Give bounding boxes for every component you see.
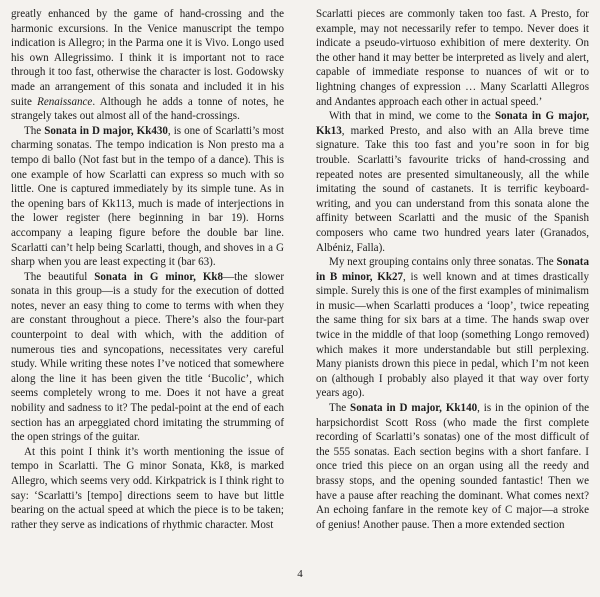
text-run: —the slower sonata in this group—is a study for the execution of dotted notes, never an easy thing to come to terms with when they are constant throughout a piece. There’s also the four-part counterpoint to deal with which, with the addition of numerous ties and syncopations, necessitates very careful study. While writing these notes I’ve noticed that somewhere along the line it has been given the title ‘Bucolic’, which seems completely wrong to me. Does it not have a great nobility and sadness to it? The pedal-point at the end of each section has an arpeggiated chord imitating the strumming of the open strings of the guitar. (11, 270, 284, 444)
paragraph (316, 401, 589, 532)
text-run: , marked Presto, and also with an Alla breve time signature. Take this too fast and you’re soon in for big trouble. Scarlatti’s favourite tricks of hand-crossing and repeated notes are presented simultaneously, all the while imitating the sound of castanets. It is terrific keyboard-writing, and you can understand from this sonata alone the affinity between Scarlatti and the music of the Spanish composers who came two hundred years later (Granados, Albéniz, Falla). (316, 124, 589, 254)
text-run: With that in mind, we come to the (329, 110, 495, 123)
text-run: The (24, 124, 45, 137)
page-number: 4 (297, 568, 303, 580)
paragraph (11, 445, 284, 533)
paragraph (11, 7, 284, 124)
text-run: My next grouping contains only three sonatas. The (329, 256, 557, 269)
sonata-title: Sonata in G minor, Kk8 (94, 270, 224, 283)
sonata-title: Sonata in B minor, Kk27 (316, 256, 589, 283)
text-run: , is one of Scarlatti’s most charming sonatas. The tempo indication is Non presto ma a tempo di ballo (Not fast but in the tempo of a dance). This is one example of how Scarlatti can express so much with so little. One is captured immediately by its simple tune. As in the opening bars of Kk113, much is made of interjections in the lower register (here beginning in bar 19). Horns accompany a leaping figure before the double bar line. Scarlatti can’t help being Scarlatti, though, and shoves in a G sharp when you are least expecting it (bar 63). (11, 124, 284, 269)
sonata-title: Sonata in D major, Kk430 (44, 124, 168, 137)
paragraph (11, 124, 284, 270)
text-run: The (329, 402, 351, 415)
work-title: Renaissance (37, 95, 93, 108)
paragraph (316, 7, 589, 109)
text-run: , is in the opinion of the harpsichordist Scott Ross (who made the first complete recording of Scarlatti’s sonatas) one of the most difficult of the 555 sonatas. Each section begins with a short fanfare. I once tried this piece on an organ using all the reedy and brassy stops, and the opening sounded fantastic! Then we have a pause after reaching the dominant. What comes next? An echoing fanfare in the remote key of C major—a stroke of genius! Another pause. Then a more extended section (316, 402, 589, 531)
sonata-title: Sonata in G major, Kk13 (316, 110, 589, 137)
text-run: . Although he adds a tonne of notes, he strangely takes out almost all of the hand-crossings. (11, 95, 284, 123)
left-column (11, 7, 284, 532)
text-run: , is well known and at times drastically simple. Surely this is one of the first examples of minimalism in music—when Scarlatti produces a ‘loop’, twice repeating the same thing for six bars at a time. The hands swap over twice in the middle of that loop (something Longo removed) which makes it more understandable but still perplexing. Many pianists drown this piece in pedal, which I’m not keen on (although I probably also played it that way over forty years ago). (316, 270, 589, 400)
paragraph (11, 270, 284, 445)
paragraph (316, 109, 589, 255)
sonata-title: Sonata in D major, Kk140 (350, 402, 478, 415)
text-run: At this point I think it’s worth mentioning the issue of tempo in Scarlatti. The G minor Sonata, Kk8, is marked Allegro, which seems very odd. Kirkpatrick is I think right to say: ‘Scarlatti’s [tempo] directions seem to have but little bearing on the actual speed at which the piece is to be taken; rather they serve as indications of rhythmic character. Most (11, 445, 284, 531)
right-column (316, 7, 589, 532)
text-run: greatly enhanced by the game of hand-crossing and the harmonic excursions. In the Venice manuscript the tempo indication is Allegro; in the Parma one it is Vivo. Longo used his own Allegrissimo. I think it is important not to race through it too fast, otherwise the character is lost. Godowsky made an arrangement of this sonata and included it in his suite (11, 8, 284, 108)
paragraph (316, 255, 589, 401)
text-run: The beautiful (24, 270, 95, 283)
text-run: Scarlatti pieces are commonly taken too fast. A Presto, for example, may not necessarily refer to tempo. Never does it indicate a pseudo-virtuoso exhibition of mere dexterity. On the other hand it may better be interpreted as lively and alert, capable of immediate response to nuances of wit or to lightning changes of expression … Many Scarlatti Allegros and Andantes approach each other in actual speed.’ (316, 8, 589, 108)
